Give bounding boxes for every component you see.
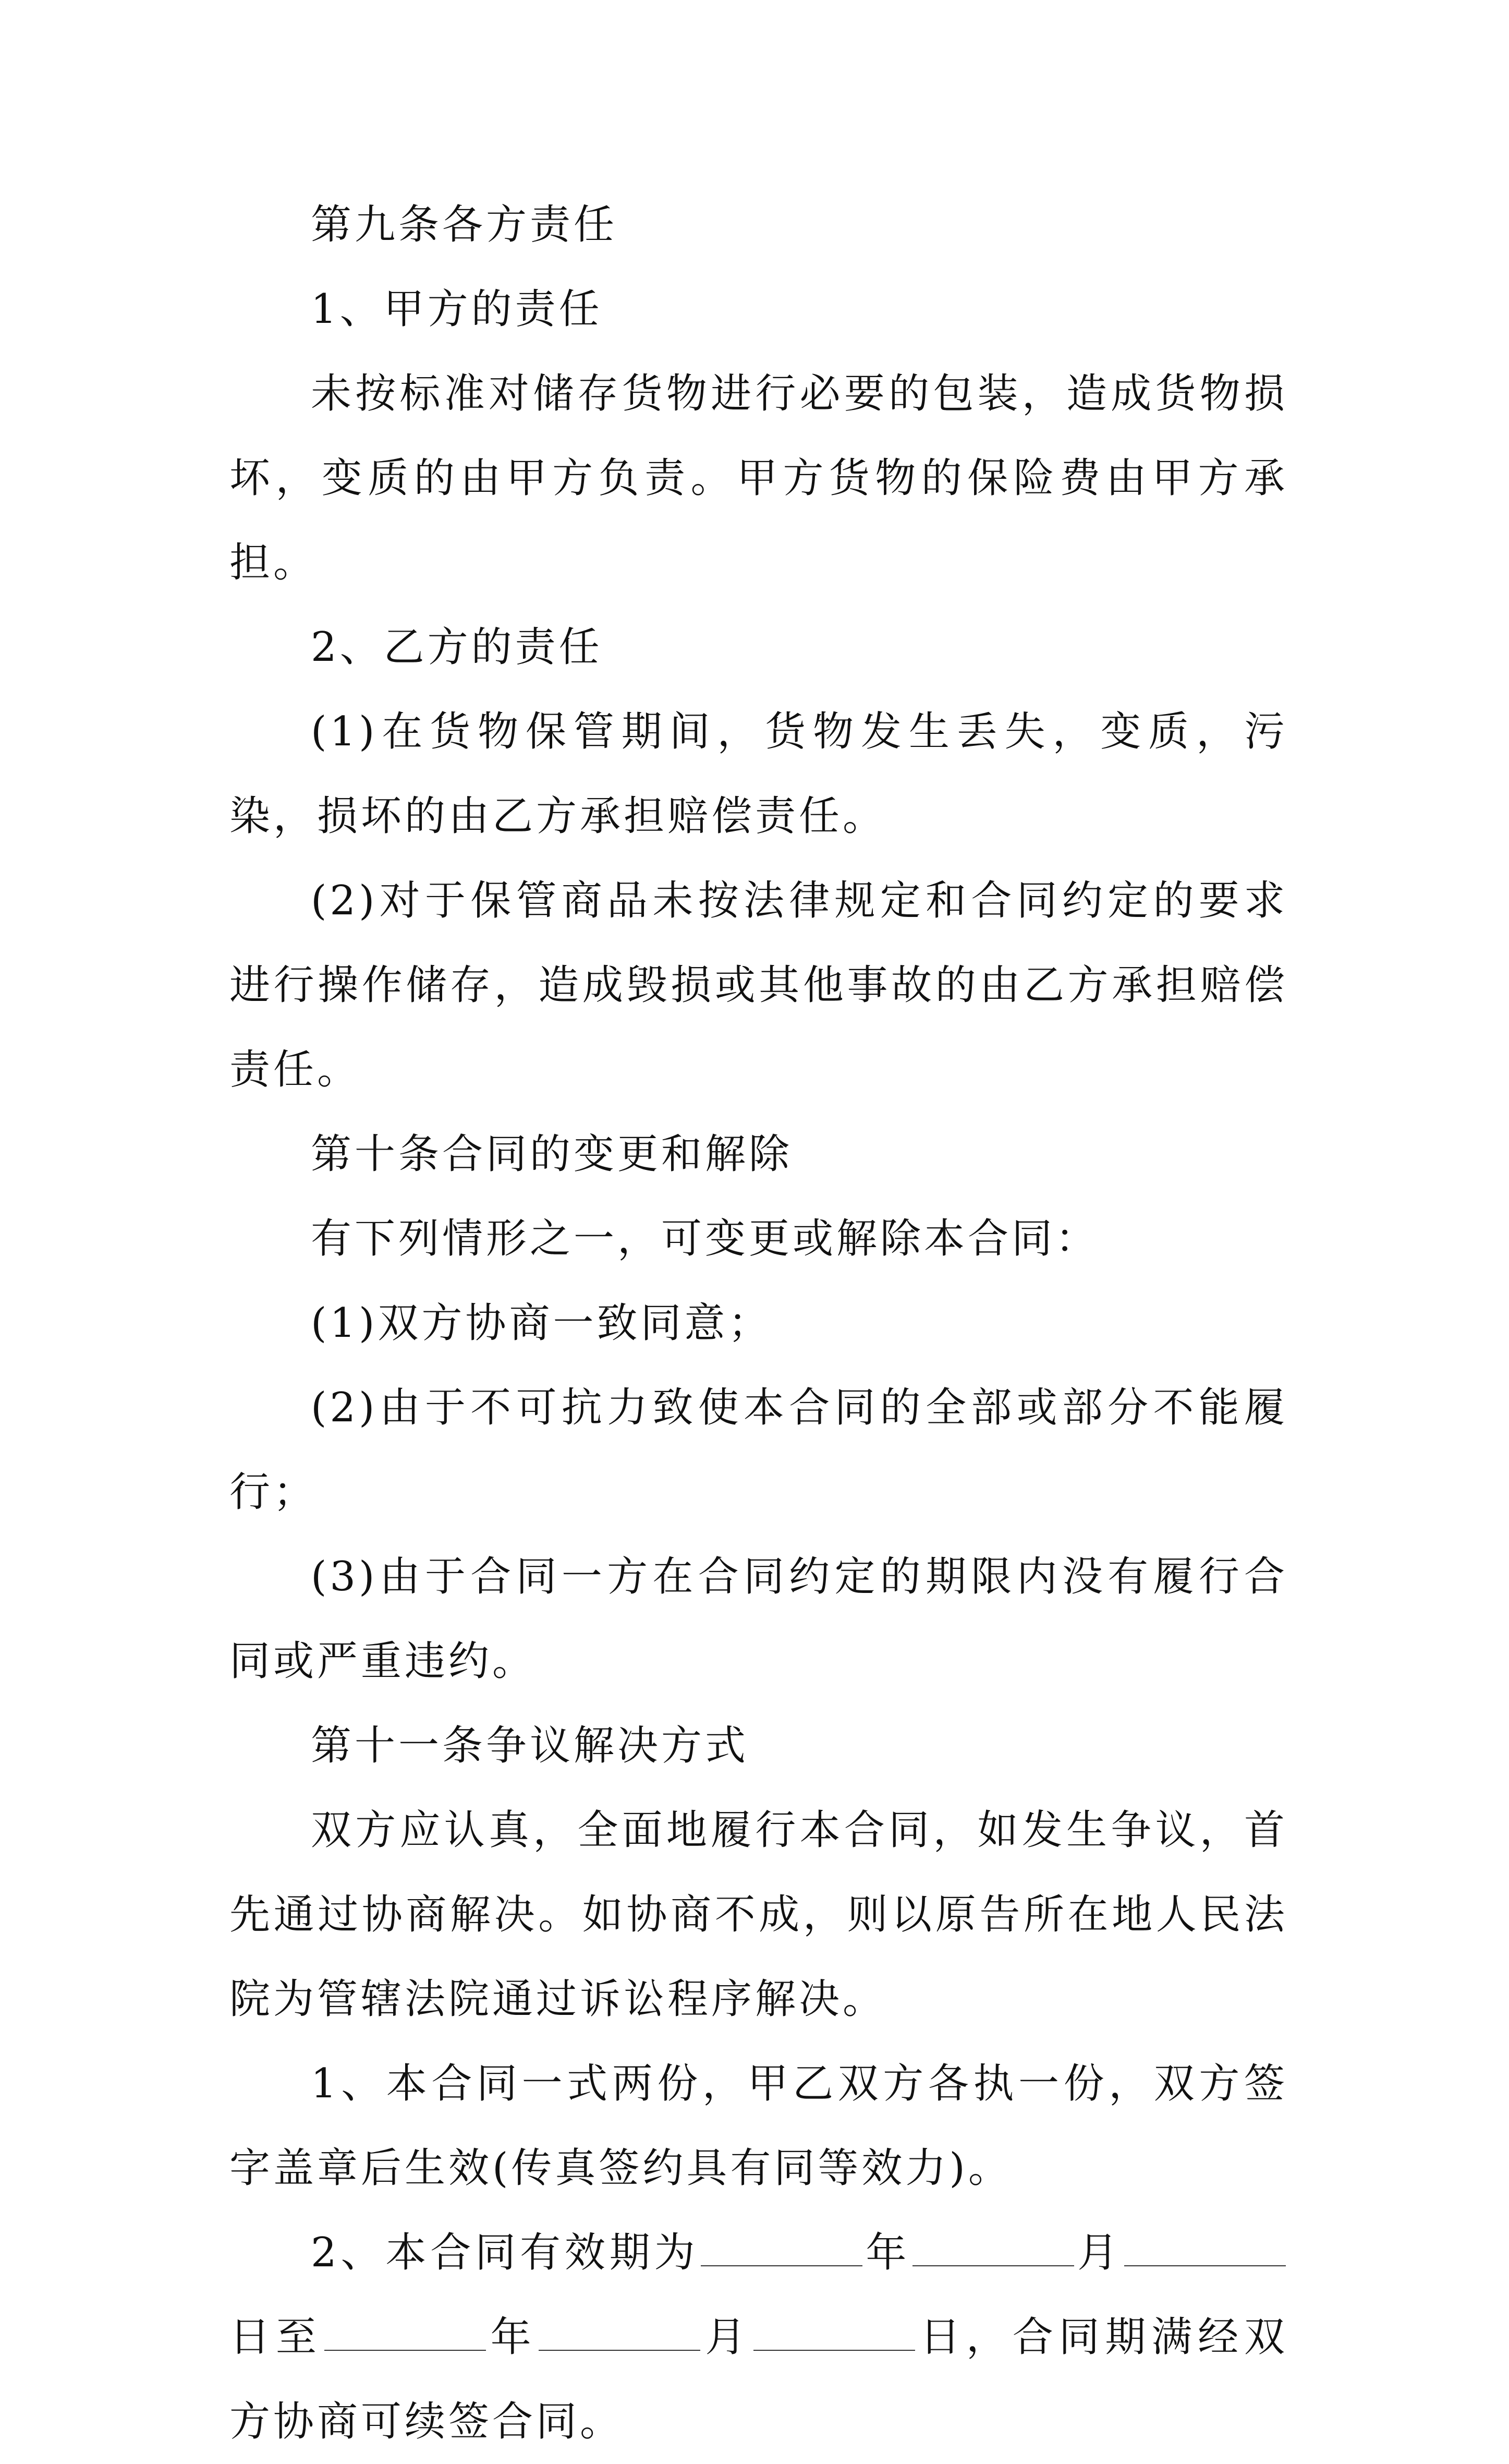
end-year-label: 年	[488, 2314, 537, 2361]
article-11-title: 第十一条争议解决方式	[311, 1722, 749, 1769]
final-clause-1: 1、本合同一式两份，甲乙双方各执一份，双方签字盖章后生效(传真签约具有同等效力)。	[229, 2060, 1288, 2192]
final-clause-2-validity	[229, 2211, 1288, 2464]
start-year-label: 年	[865, 2229, 911, 2276]
article-11-text: 双方应认真，全面地履行本合同，如发生争议，首先通过协商解决。如协商不成，则以原告所在地人民法院为管辖法院通过诉讼程序解决。	[229, 1807, 1288, 2023]
end-year-blank[interactable]	[324, 2318, 486, 2351]
article-10-item-2: (2)由于不可抗力致使本合同的全部或部分不能履行；	[229, 1384, 1288, 1516]
article-10-item-1: (1)双方协商一致同意；	[311, 1300, 772, 1347]
validity-prefix: 2、本合同有效期为	[311, 2229, 699, 2276]
end-day-blank[interactable]	[753, 2318, 915, 2351]
party-a-responsibility-text: 未按标准对储存货物进行必要的包装，造成货物损坏，变质的由甲方负责。甲方货物的保险费由甲方承担。	[229, 370, 1288, 586]
start-day-blank[interactable]	[1124, 2234, 1286, 2266]
start-year-blank[interactable]	[701, 2234, 862, 2266]
start-month-label: 月	[1076, 2229, 1122, 2276]
end-month-label: 月	[702, 2314, 752, 2361]
end-day-label: 日，合同期满经双方协商可续签合同。	[229, 2314, 1288, 2445]
party-b-responsibility-item-2: (2)对于保管商品未按法律规定和合同约定的要求进行操作储存，造成毁损或其他事故的由乙方承担赔偿责任。	[229, 877, 1288, 1093]
start-month-blank[interactable]	[912, 2234, 1074, 2266]
article-9-title: 第九条各方责任	[311, 201, 618, 248]
end-month-blank[interactable]	[539, 2318, 700, 2351]
article-10-item-3: (3)由于合同一方在合同约定的期限内没有履行合同或严重违约。	[229, 1553, 1288, 1685]
document-body	[229, 183, 1288, 2464]
article-10-title: 第十条合同的变更和解除	[311, 1131, 793, 1178]
party-b-responsibility-item-1: (1)在货物保管期间，货物发生丢失，变质，污染，损坏的由乙方承担赔偿责任。	[229, 708, 1288, 840]
start-day-label: 日	[229, 2314, 276, 2361]
article-10-intro: 有下列情形之一，可变更或解除本合同：	[311, 1215, 1100, 1262]
party-b-responsibility-title: 2、乙方的责任	[311, 624, 603, 671]
validity-to: 至	[275, 2314, 322, 2361]
party-a-responsibility-title: 1、甲方的责任	[311, 286, 603, 333]
